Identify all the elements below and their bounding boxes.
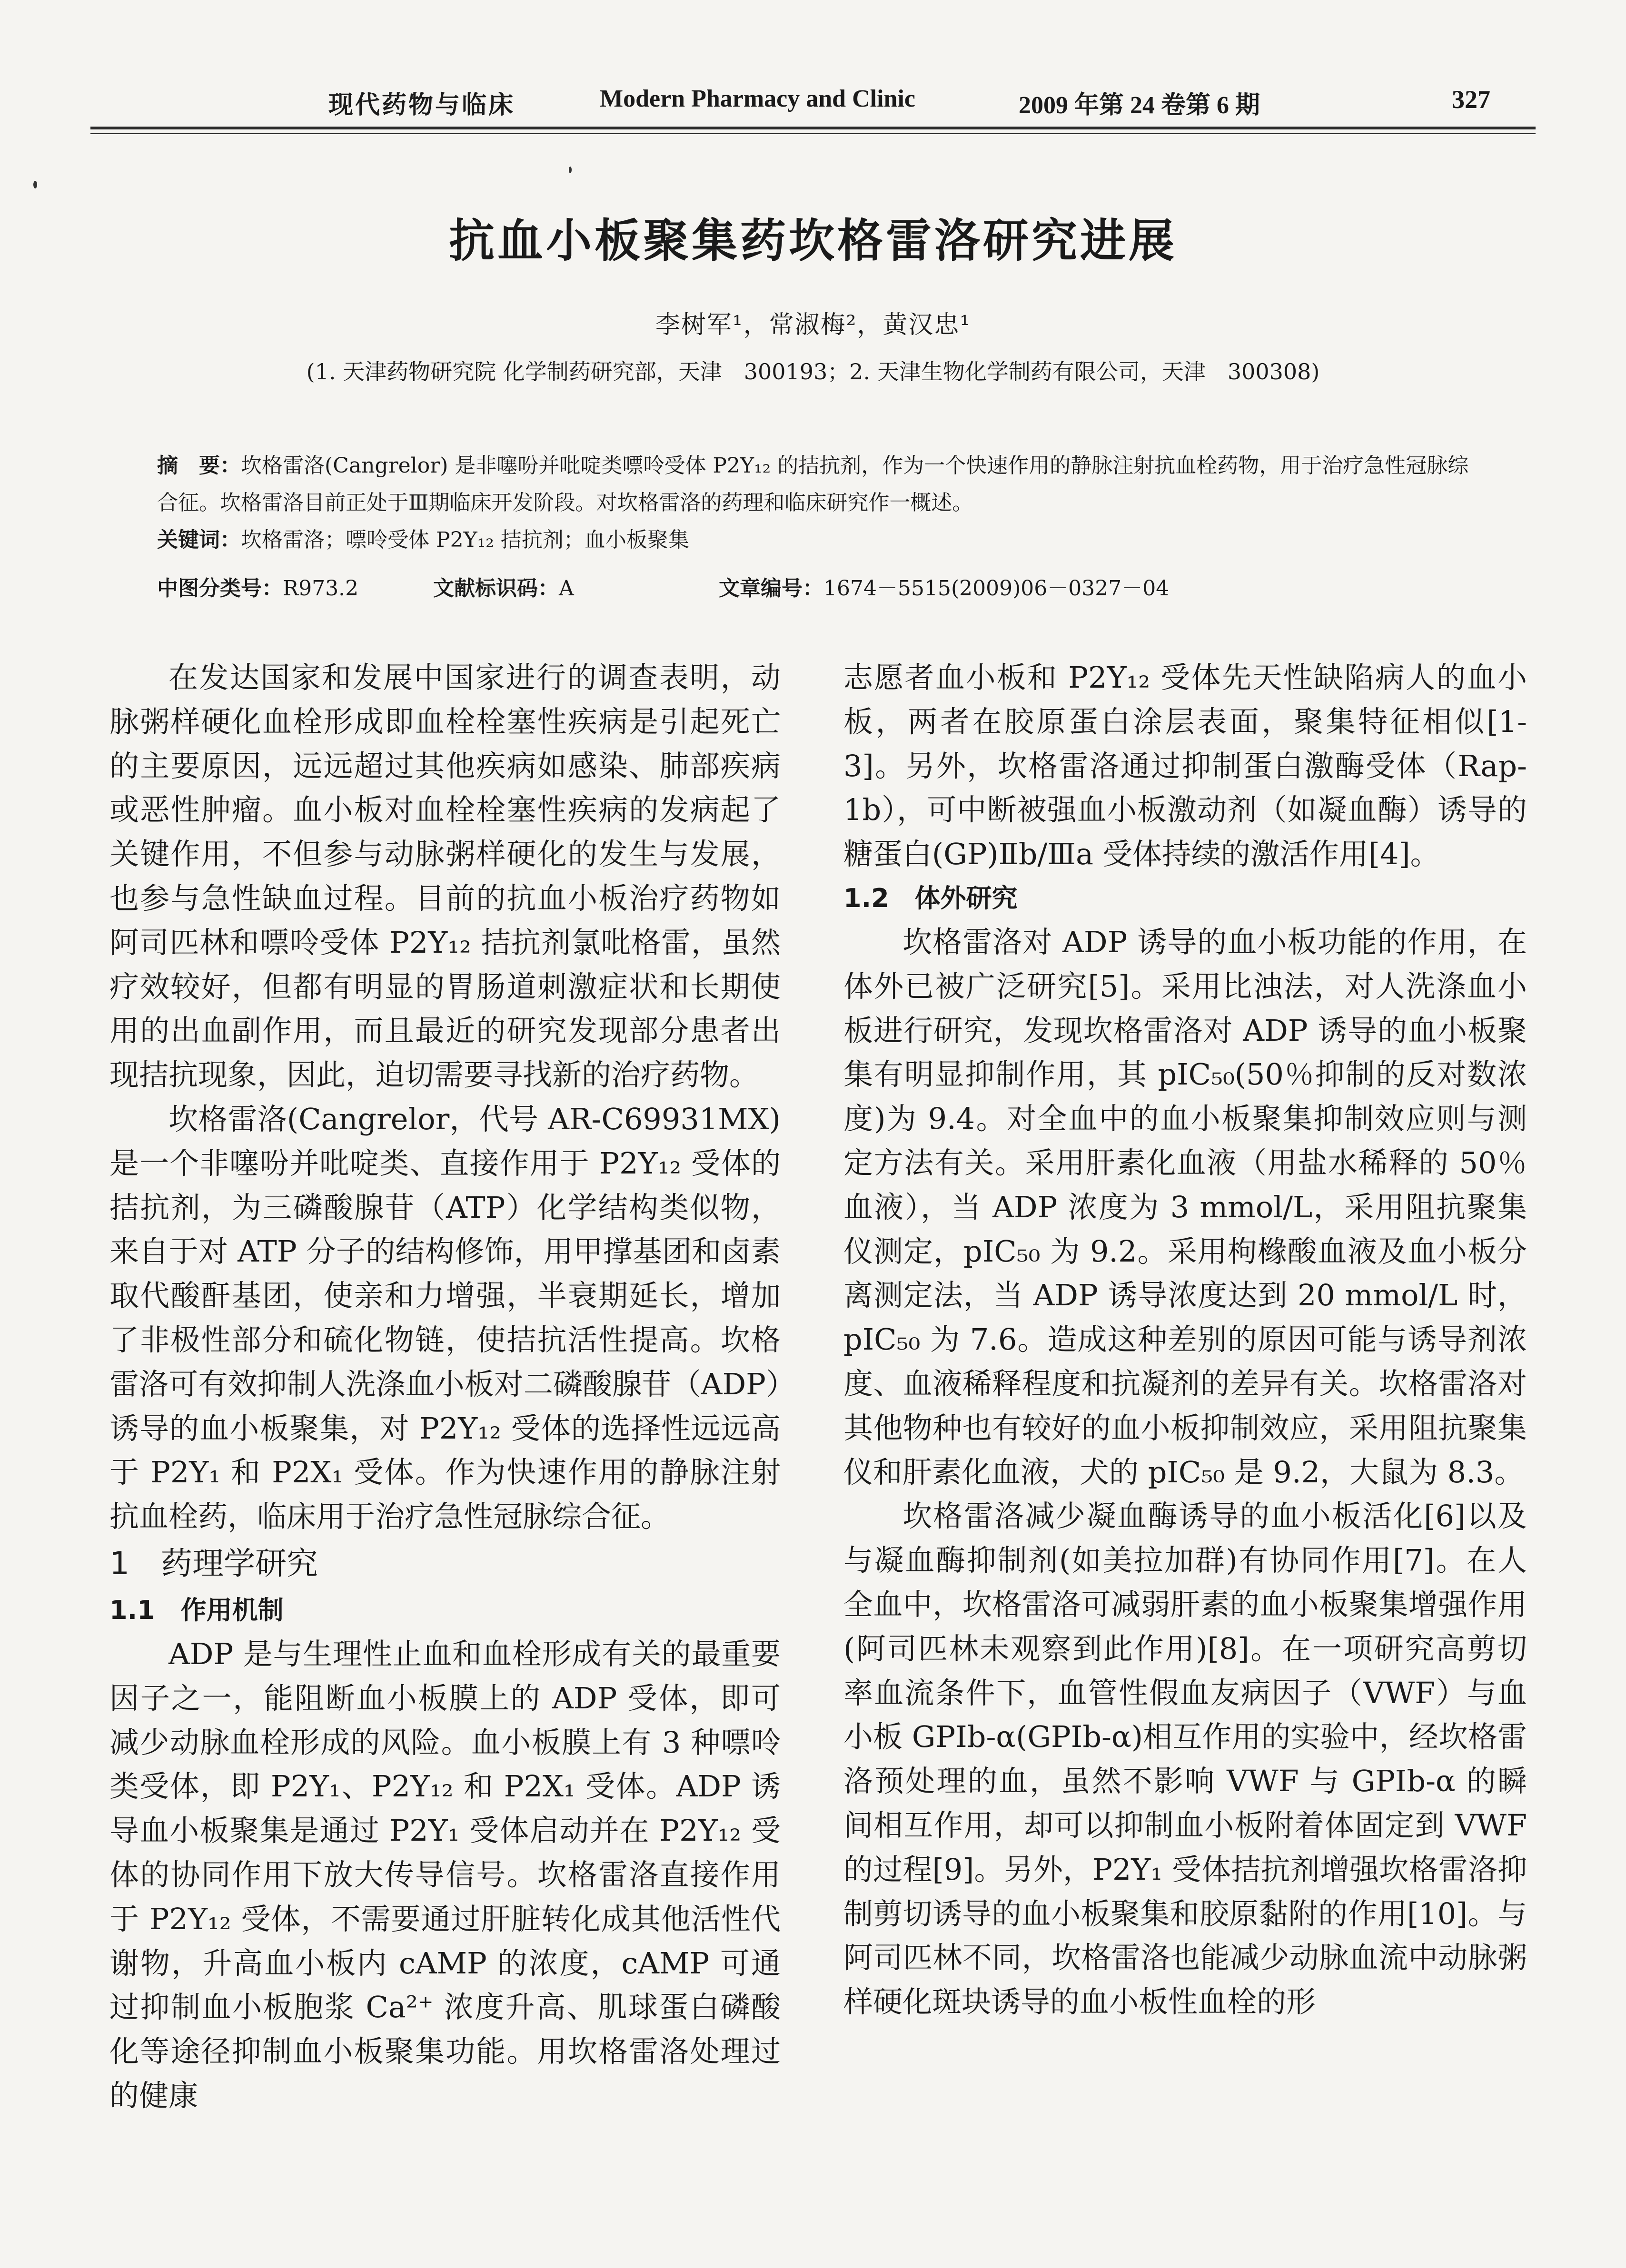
paragraph: 志愿者血小板和 P2Y₁₂ 受体先天性缺陷病人的血小板，两者在胶原蛋白涂层表面，聚集特征相似[1-3]。另外，坎格雷洛通过抑制蛋白激酶受体（Rap-1b），可中断被强血小板激动剂（如凝血酶）诱导的糖蛋白(GP)Ⅱb/Ⅲa 受体持续的激活作用[4]。 bbox=[843, 660, 1527, 872]
classification-row bbox=[157, 571, 1471, 604]
keywords-text: 坎格雷洛；嘌呤受体 P2Y₁₂ 拮抗剂；血小板聚集 bbox=[241, 528, 689, 552]
issue-info: 2009 年第 24 卷第 6 期 bbox=[1019, 92, 1260, 119]
running-header bbox=[90, 71, 1509, 124]
abstract-label: 摘 要： bbox=[157, 454, 241, 478]
article-no-label: 文章编号： bbox=[719, 576, 823, 601]
keywords-label: 关键词： bbox=[157, 528, 241, 552]
paragraph: 坎格雷洛(Cangrelor，代号 AR-C69931MX)是一个非噻吩并吡啶类、直接作用于 P2Y₁₂ 受体的拮抗剂，为三磷酸腺苷（ATP）化学结构类似物，来自于对 ATP 分子的结构修饰，用甲撑基团和卤素取代酸酐基团，使亲和力增强，半衰期延长，增加了非极性部分和硫化物链，使拮抗活性提高。坎格雷洛可有效抑制人洗涤血小板对二磷酸腺苷（ADP）诱导的血小板聚集，对 P2Y₁₂ 受体的选择性远远高于 P2Y₁ 和 P2X₁ 受体。作为快速作用的静脉注射抗血栓药，临床用于治疗急性冠脉综合征。 bbox=[109, 1101, 781, 1534]
paragraph: 在发达国家和发展中国家进行的调查表明，动脉粥样硬化血栓形成即血栓栓塞性疾病是引起死亡的主要原因，远远超过其他疾病如感染、肺部疾病或恶性肿瘤。血小板对血栓栓塞性疾病的发病起了关键作用，不但参与动脉粥样硬化的发生与发展，也参与急性缺血过程。目前的抗血小板治疗药物如阿司匹林和嘌呤受体 P2Y₁₂ 拮抗剂氯吡格雷，虽然疗效较好，但都有明显的胃肠道刺激症状和长期使用的出血副作用，而且最近的研究发现部分患者出现拮抗现象，因此，迫切需要寻找新的治疗药物。 bbox=[109, 660, 781, 1093]
clc-label: 中图分类号： bbox=[157, 576, 283, 601]
body-column-right bbox=[843, 656, 1527, 2024]
doc-code-label: 文献标识码： bbox=[433, 576, 559, 601]
doc-code-value: A bbox=[559, 576, 574, 601]
abstract-block bbox=[157, 447, 1471, 559]
article-no-value: 1674－5515(2009)06－0327－04 bbox=[823, 576, 1170, 601]
header-rule-thick bbox=[90, 127, 1536, 129]
header-rule-thin bbox=[90, 133, 1536, 134]
clc-item bbox=[157, 571, 358, 602]
clc-value: R973.2 bbox=[283, 576, 359, 601]
paragraph: 坎格雷洛减少凝血酶诱导的血小板活化[6]以及与凝血酶抑制剂(如美拉加群)有协同作用[7]。在人全血中，坎格雷洛可减弱肝素的血小板聚集增强作用(阿司匹林未观察到此作用)[8]。在一项研究高剪切率血流条件下，血管性假血友病因子（VWF）与血小板 GPⅠb-α(GPⅠb-α)相互作用的实验中，经坎格雷洛预处理的血，虽然不影响 VWF 与 GPIb-α 的瞬间相互作用，却可以抑制血小板附着体固定到 VWF 的过程[9]。另外，P2Y₁ 受体拮抗剂增强坎格雷洛抑制剪切诱导的血小板聚集和胶原黏附的作用[10]。与阿司匹林不同，坎格雷洛也能减少动脉血流中动脉粥样硬化斑块诱导的血小板性血栓的形 bbox=[843, 1499, 1527, 2020]
page-number: 327 bbox=[1452, 85, 1490, 114]
subsection-heading: 1.2 体外研究 bbox=[843, 883, 1018, 913]
paragraph: ADP 是与生理性止血和血栓形成有关的最重要因子之一，能阻断血小板膜上的 ADP 受体，即可减少动脉血栓形成的风险。血小板膜上有 3 种嘌呤类受体，即 P2Y₁、P2Y₁₂ 和 P2X₁ 受体。ADP 诱导血小板聚集是通过 P2Y₁ 受体启动并在 P2Y₁₂ 受体的协同作用下放大传导信号。坎格雷洛直接作用于 P2Y₁₂ 受体，不需要通过肝脏转化成其他活性代谢物，升高血小板内 cAMP 的浓度，cAMP 可通过抑制血小板胞浆 Ca²⁺ 浓度升高、肌球蛋白磷酸化等途径抑制血小板聚集功能。用坎格雷洛处理过的健康 bbox=[109, 1636, 781, 2113]
body-column-left bbox=[109, 656, 781, 2118]
paragraph: 坎格雷洛对 ADP 诱导的血小板功能的作用，在体外已被广泛研究[5]。采用比浊法，对人洗涤血小板进行研究，发现坎格雷洛对 ADP 诱导的血小板聚集有明显抑制作用，其 pIC₅₀(50％抑制的反对数浓度)为 9.4。对全血中的血小板聚集抑制效应则与测定方法有关。采用肝素化血液（用盐水稀释的 50％血液），当 ADP 浓度为 3 mmol/L，采用阻抗聚集仪测定，pIC₅₀ 为 9.2。采用枸橼酸血液及血小板分离测定法，当 ADP 诱导浓度达到 20 mmol/L 时，pIC₅₀ 为 7.6。造成这种差别的原因可能与诱导剂浓度、血液稀释程度和抗凝剂的差异有关。坎格雷洛对其他物种也有较好的血小板抑制效应，采用阻抗聚集仪和肝素化血液，犬的 pIC₅₀ 是 9.2，大鼠为 8.3。 bbox=[843, 924, 1527, 1489]
scan-speck bbox=[33, 181, 37, 188]
subsection-heading: 1.1 作用机制 bbox=[109, 1595, 284, 1625]
abstract-text: 坎格雷洛(Cangrelor) 是非噻吩并吡啶类嘌呤受体 P2Y₁₂ 的拮抗剂，作为一个快速作用的静脉注射抗血栓药物，用于治疗急性冠脉综合征。坎格雷洛目前正处于Ⅲ期临床开发阶段。对坎格雷洛的药理和临床研究作一概述。 bbox=[157, 454, 1469, 515]
article-authors: 李树军¹，常淑梅²，黄汉忠¹ bbox=[655, 311, 971, 339]
journal-name-cn: 现代药物与临床 bbox=[328, 92, 516, 119]
keywords bbox=[157, 522, 1471, 559]
scan-speck bbox=[569, 167, 572, 173]
article-title: 抗血小板聚集药坎格雷洛研究进展 bbox=[449, 214, 1177, 267]
journal-name-en: Modern Pharmacy and Clinic bbox=[600, 85, 915, 112]
article-affiliation: (1. 天津药物研究院 化学制药研究部，天津 300193；2. 天津生物化学制药有限公司，天津 300308) bbox=[306, 359, 1320, 385]
doc-code-item bbox=[433, 571, 574, 602]
article-no-item bbox=[719, 571, 1169, 602]
section-heading: 1 药理学研究 bbox=[109, 1545, 318, 1582]
abstract bbox=[157, 447, 1471, 522]
